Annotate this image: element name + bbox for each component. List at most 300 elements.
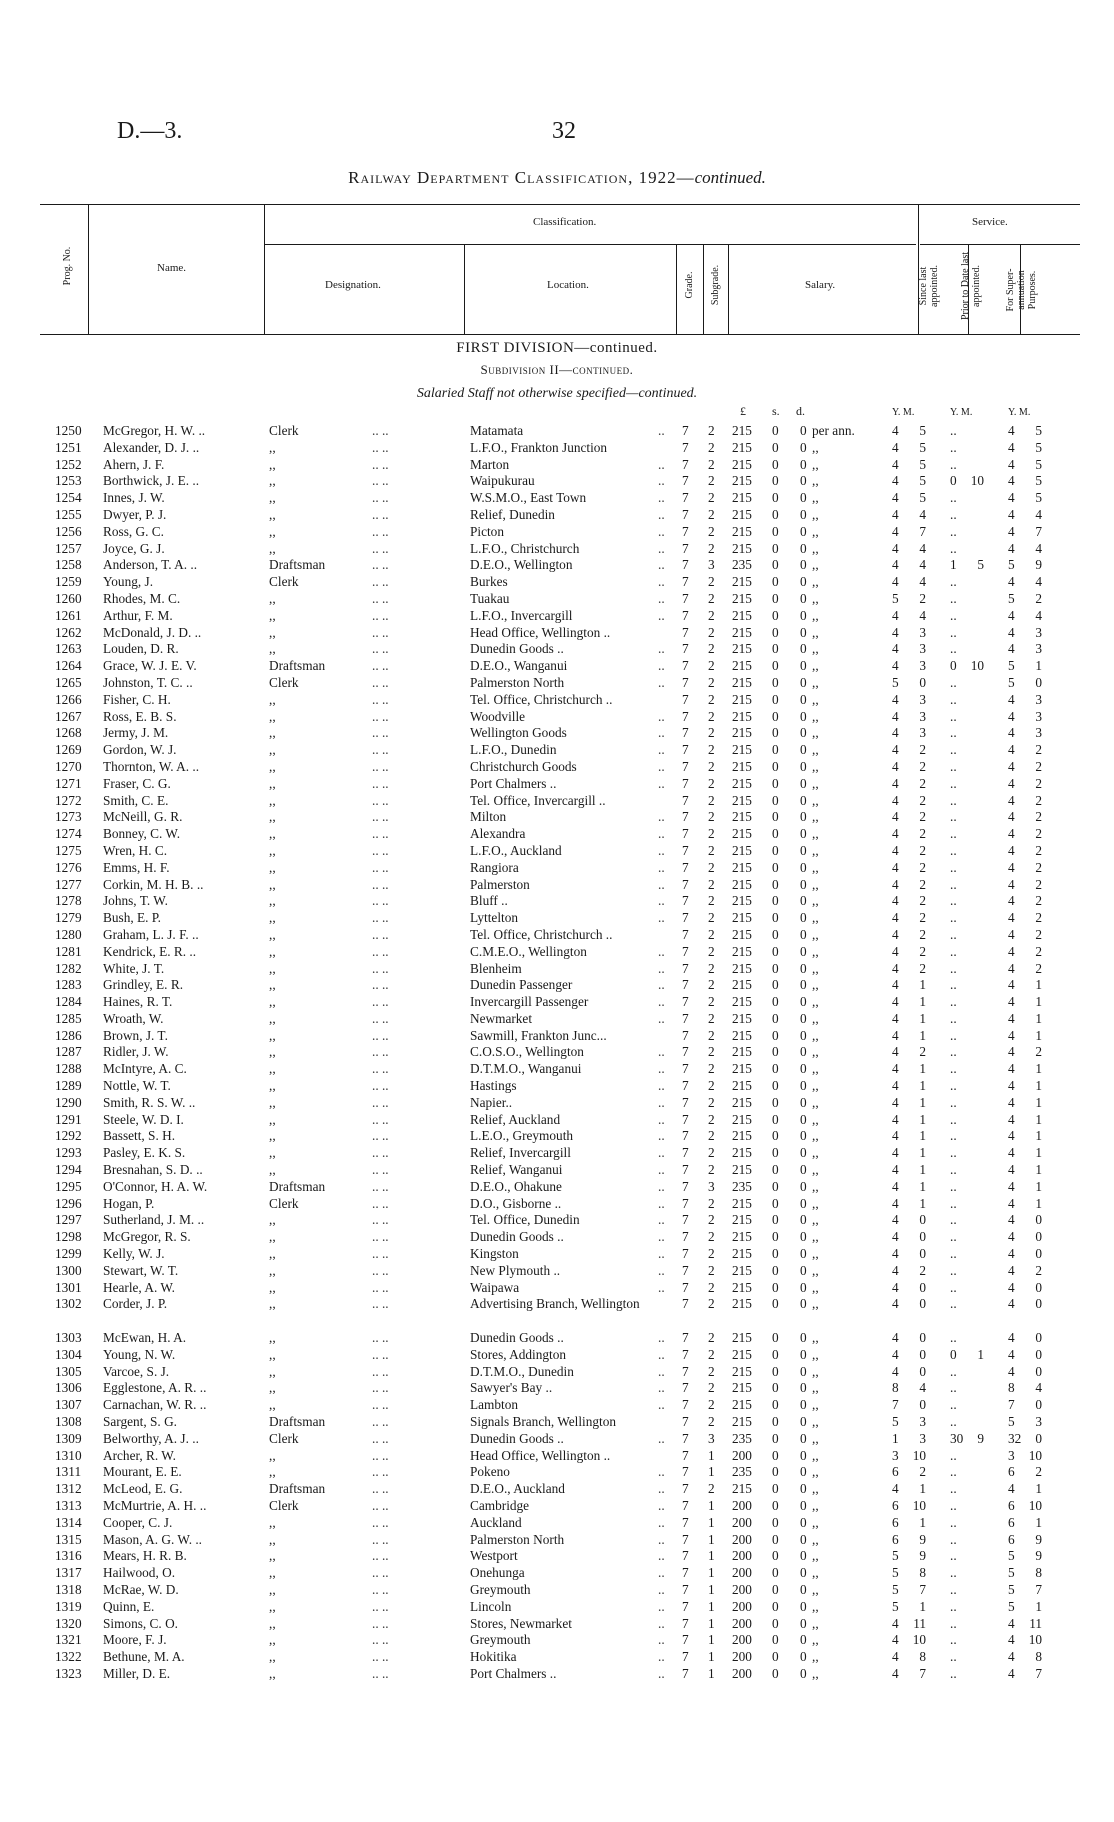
service-rule [920,244,1080,245]
cell-location: Pokeno [470,1464,510,1480]
cell-salary-pounds: 200 [732,1498,752,1513]
leader-dots: .. [658,1632,665,1648]
col-divider-6 [728,244,729,334]
cell-prog-no: 1283 [55,977,82,993]
cell-salary-shillings: 0 [772,1195,779,1211]
cell-salary-pounds: 215 [732,523,752,539]
cell-salary-period: ,, [812,1195,819,1211]
cell-name: McIntyre, A. C. [103,1061,187,1077]
cell-grade: 7 [682,1464,689,1480]
cell-name: McLeod, E. G. [103,1481,183,1497]
cell-grade: 7 [682,1296,689,1312]
cell-salary-pence: 0 [800,1044,807,1060]
cell-super-years: 5 [1008,1548,1015,1564]
cell-prog-no: 1287 [55,1044,82,1060]
cell-since-years: 4 [892,557,899,573]
cell-salary-period: ,, [812,1598,819,1614]
cell-salary-period: ,, [812,1632,819,1648]
cell-salary-shillings: 0 [772,1498,779,1513]
cell-salary-period: ,, [812,506,819,522]
cell-location: L.F.O., Invercargill [470,607,573,623]
cell-location: L.F.O., Christchurch [470,540,580,556]
cell-designation: ,, [269,926,276,942]
cell-prog-no: 1267 [55,708,82,724]
cell-designation: ,, [269,1145,276,1161]
cell-prior-months: 9 [977,1430,984,1446]
cell-super-years: 4 [1008,624,1015,640]
cell-location: Tel. Office, Invercargill .. [470,792,606,808]
cell-name: Grace, W. J. E. V. [103,658,197,674]
cell-since-months: 0 [919,1229,926,1245]
cell-since-months: 4 [919,1380,926,1396]
cell-since-years: 4 [892,1178,899,1194]
cell-subgrade: 2 [708,994,715,1010]
leader-dots: .. .. [372,1279,389,1295]
cell-salary-period: ,, [812,1246,819,1262]
cell-super-years: 6 [1008,1464,1015,1480]
cell-name: Smith, C. E. [103,792,169,808]
cell-name: Fraser, C. G. [103,775,171,791]
cell-designation: ,, [269,1397,276,1413]
leader-dots: .. .. [372,1195,389,1211]
cell-name: McMurtrie, A. H. .. [103,1498,207,1513]
leader-dots: .. .. [372,1481,389,1497]
leader-dots: .. .. [372,1346,389,1362]
cell-super-months: 2 [1035,893,1042,909]
cell-salary-shillings: 0 [772,1145,779,1161]
table-row [0,457,1114,474]
cell-salary-pounds: 215 [732,926,752,942]
cell-salary-shillings: 0 [772,1665,779,1681]
cell-super-months: 2 [1035,842,1042,858]
cell-super-months: 2 [1035,826,1042,842]
cell-salary-shillings: 0 [772,506,779,522]
cell-location: Hastings [470,1078,517,1094]
cell-super-years: 4 [1008,490,1015,506]
cell-grade: 7 [682,506,689,522]
cell-super-years: 4 [1008,809,1015,825]
cell-prior-years: .. [950,674,957,690]
cell-super-months: 2 [1035,590,1042,606]
cell-super-years: 5 [1008,590,1015,606]
cell-location: D.E.O., Auckland [470,1481,565,1497]
cell-subgrade: 3 [708,1430,715,1446]
cell-location: Marton [470,456,510,472]
cell-super-months: 1 [1035,1145,1042,1161]
cell-salary-period: ,, [812,1111,819,1127]
cell-salary-period: ,, [812,1212,819,1228]
cell-designation: ,, [269,1665,276,1681]
cell-salary-pence: 0 [800,1162,807,1178]
cell-super-years: 4 [1008,456,1015,472]
cell-salary-pence: 0 [800,1565,807,1581]
cell-prior-years: .. [950,725,957,741]
cell-since-years: 4 [892,456,899,472]
leader-dots: .. .. [372,1649,389,1665]
leader-dots: .. [658,842,665,858]
cell-designation: ,, [269,1531,276,1547]
leader-dots: .. .. [372,590,389,606]
cell-location: Advertising Branch, Wellington [470,1296,640,1312]
cell-name: Jermy, J. M. [103,725,169,741]
cell-salary-pence: 0 [800,1615,807,1631]
cell-super-years: 4 [1008,1145,1015,1161]
table-row [0,1196,1114,1213]
cell-name: Grindley, E. R. [103,977,184,993]
cell-subgrade: 2 [708,876,715,892]
cell-salary-shillings: 0 [772,540,779,556]
cell-subgrade: 1 [708,1447,715,1463]
cell-salary-period: ,, [812,1296,819,1312]
table-row [0,1229,1114,1246]
cell-salary-pence: 0 [800,1665,807,1681]
cell-designation: ,, [269,876,276,892]
cell-salary-period: ,, [812,775,819,791]
cell-since-months: 1 [919,1481,926,1497]
cell-subgrade: 2 [708,842,715,858]
cell-prior-years: .. [950,758,957,774]
cell-super-months: 7 [1035,1581,1042,1597]
cell-super-months: 1 [1035,994,1042,1010]
cell-salary-pence: 0 [800,1094,807,1110]
leader-dots: .. [658,1531,665,1547]
cell-super-years: 4 [1008,523,1015,539]
cell-name: Egglestone, A. R. .. [103,1380,207,1396]
cell-super-months: 5 [1035,423,1042,438]
cell-grade: 7 [682,1632,689,1648]
cell-since-months: 7 [919,1665,926,1681]
cell-grade: 7 [682,1229,689,1245]
cell-super-years: 4 [1008,826,1015,842]
cell-prior-years: .. [950,691,957,707]
cell-salary-shillings: 0 [772,1212,779,1228]
leader-dots: .. [658,809,665,825]
cell-subgrade: 2 [708,708,715,724]
cell-salary-pence: 0 [800,758,807,774]
cell-since-years: 4 [892,1044,899,1060]
staff-table [0,423,1114,1683]
leader-dots: .. .. [372,926,389,942]
cell-since-years: 4 [892,658,899,674]
cell-since-years: 5 [892,1565,899,1581]
cell-subgrade: 2 [708,1212,715,1228]
cell-since-months: 2 [919,826,926,842]
cell-subgrade: 2 [708,506,715,522]
cell-salary-pounds: 200 [732,1447,752,1463]
leader-dots: .. [658,674,665,690]
leader-dots: .. .. [372,977,389,993]
cell-location: Palmerston North [470,1531,565,1547]
cell-location: Palmerston North [470,674,565,690]
cell-salary-pence: 0 [800,574,807,590]
cell-prog-no: 1313 [55,1498,82,1513]
cell-name: O'Connor, H. A. W. [103,1178,208,1194]
cell-designation: ,, [269,439,276,455]
cell-name: Johns, T. W. [103,893,168,909]
cell-salary-pence: 0 [800,1145,807,1161]
cell-location: Head Office, Wellington .. [470,624,611,640]
leader-dots: .. .. [372,826,389,842]
cell-prior-years: .. [950,624,957,640]
cell-super-months: 9 [1035,1548,1042,1564]
table-row [0,591,1114,608]
cell-salary-pounds: 200 [732,1548,752,1564]
cell-salary-period: ,, [812,1430,819,1446]
cell-designation: ,, [269,893,276,909]
table-row [0,507,1114,524]
cell-salary-pence: 0 [800,826,807,842]
cell-salary-period: ,, [812,1447,819,1463]
table-row [0,1498,1114,1515]
cell-salary-pounds: 215 [732,1346,752,1362]
cell-prior-years: .. [950,1195,957,1211]
cell-designation: ,, [269,742,276,758]
cell-salary-shillings: 0 [772,1262,779,1278]
leader-dots: .. .. [372,423,389,438]
cell-prior-years: .. [950,1128,957,1144]
cell-salary-pounds: 215 [732,960,752,976]
cell-since-years: 4 [892,1229,899,1245]
cell-super-months: 11 [1029,1615,1042,1631]
cell-since-months: 5 [919,490,926,506]
cell-name: Ridler, J. W. [103,1044,169,1060]
cell-salary-period: ,, [812,792,819,808]
cell-since-years: 4 [892,994,899,1010]
cell-prior-years: .. [950,1397,957,1413]
leader-dots: .. [658,540,665,556]
cell-designation: ,, [269,1229,276,1245]
cell-since-months: 4 [919,607,926,623]
leader-dots: .. [658,490,665,506]
cell-since-years: 4 [892,1363,899,1379]
cell-designation: ,, [269,1078,276,1094]
cell-designation: ,, [269,826,276,842]
cell-prior-years: .. [950,1615,957,1631]
cell-salary-pence: 0 [800,658,807,674]
cell-super-months: 5 [1035,456,1042,472]
leader-dots: .. [658,1498,665,1513]
cell-grade: 7 [682,691,689,707]
cell-name: Bassett, S. H. [103,1128,176,1144]
cell-prog-no: 1293 [55,1145,82,1161]
leader-dots: .. [658,1363,665,1379]
cell-since-months: 0 [919,1363,926,1379]
cell-location: Stores, Newmarket [470,1615,572,1631]
cell-super-months: 3 [1035,691,1042,707]
cell-salary-shillings: 0 [772,994,779,1010]
cell-salary-period: ,, [812,658,819,674]
leader-dots: .. .. [372,1447,389,1463]
cell-salary-pounds: 215 [732,1380,752,1396]
leader-dots: .. .. [372,1262,389,1278]
cell-name: Mason, A. G. W. .. [103,1531,202,1547]
classification-rule [264,244,916,245]
cell-prior-years: 1 [950,557,957,573]
header-bottom-rule [40,334,1080,335]
cell-prog-no: 1291 [55,1111,82,1127]
cell-super-years: 4 [1008,1279,1015,1295]
cell-prior-years: .. [950,826,957,842]
cell-location: Dunedin Goods .. [470,641,564,657]
cell-salary-period: ,, [812,607,819,623]
cell-grade: 7 [682,1111,689,1127]
cell-salary-period: ,, [812,977,819,993]
leader-dots: .. .. [372,490,389,506]
cell-super-years: 4 [1008,574,1015,590]
cell-subgrade: 1 [708,1665,715,1681]
leader-dots: .. [658,1010,665,1026]
cell-since-months: 9 [919,1548,926,1564]
cell-salary-period: ,, [812,1565,819,1581]
cell-designation: Draftsman [269,658,326,674]
cell-location: Matamata [470,423,524,438]
cell-subgrade: 2 [708,1010,715,1026]
header-designation: Designation. [325,279,381,291]
cell-salary-pounds: 235 [732,1430,752,1446]
cell-salary-shillings: 0 [772,423,779,438]
leader-dots: .. [658,1548,665,1564]
cell-salary-shillings: 0 [772,1061,779,1077]
cell-since-years: 4 [892,1010,899,1026]
cell-since-years: 4 [892,490,899,506]
cell-designation: ,, [269,1346,276,1362]
cell-salary-pounds: 215 [732,574,752,590]
cell-since-years: 4 [892,1111,899,1127]
leader-dots: .. [658,1665,665,1681]
table-row [0,843,1114,860]
cell-subgrade: 1 [708,1598,715,1614]
cell-name: Kelly, W. J. [103,1246,165,1262]
cell-since-years: 8 [892,1380,899,1396]
table-row [0,910,1114,927]
cell-prior-years: .. [950,490,957,506]
table-row [0,1599,1114,1616]
cell-since-months: 2 [919,926,926,942]
cell-prog-no: 1276 [55,859,82,875]
cell-location: Kingston [470,1246,519,1262]
cell-salary-period: ,, [812,1548,819,1564]
cell-grade: 7 [682,1262,689,1278]
cell-prog-no: 1280 [55,926,82,942]
leader-dots: .. [658,506,665,522]
cell-salary-pounds: 215 [732,1044,752,1060]
leader-dots: .. [658,1346,665,1362]
cell-salary-pounds: 215 [732,1111,752,1127]
table-row [0,1280,1114,1297]
leader-dots: .. .. [372,691,389,707]
cell-salary-pounds: 215 [732,658,752,674]
cell-prog-no: 1272 [55,792,82,808]
cell-location: Lincoln [470,1598,512,1614]
cell-location: Port Chalmers .. [470,1665,557,1681]
cell-subgrade: 2 [708,691,715,707]
cell-since-years: 4 [892,826,899,842]
cell-salary-pounds: 200 [732,1531,752,1547]
cell-salary-period: ,, [812,876,819,892]
cell-since-years: 4 [892,1262,899,1278]
leader-dots: .. [658,590,665,606]
cell-salary-period: ,, [812,1665,819,1681]
cell-name: Sutherland, J. M. .. [103,1212,205,1228]
cell-salary-pounds: 215 [732,1246,752,1262]
cell-super-months: 1 [1035,977,1042,993]
cell-salary-pence: 0 [800,1279,807,1295]
cell-designation: ,, [269,977,276,993]
cell-designation: ,, [269,1363,276,1379]
leader-dots: .. [658,1078,665,1094]
cell-prog-no: 1289 [55,1078,82,1094]
cell-designation: ,, [269,758,276,774]
cell-salary-period: ,, [812,826,819,842]
cell-prog-no: 1304 [55,1346,82,1362]
cell-salary-shillings: 0 [772,1128,779,1144]
cell-subgrade: 2 [708,725,715,741]
cell-since-years: 4 [892,1649,899,1665]
cell-designation: ,, [269,910,276,926]
cell-designation: ,, [269,506,276,522]
cell-prog-no: 1265 [55,674,82,690]
cell-grade: 7 [682,1078,689,1094]
cell-prog-no: 1321 [55,1632,82,1648]
cell-salary-shillings: 0 [772,1279,779,1295]
cell-prior-years: 30 [950,1430,964,1446]
cell-since-years: 4 [892,1061,899,1077]
table-row [0,893,1114,910]
cell-prior-years: .. [950,1212,957,1228]
cell-since-years: 4 [892,1330,899,1346]
table-row [0,625,1114,642]
cell-since-months: 2 [919,842,926,858]
leader-dots: .. [658,574,665,590]
cell-super-months: 10 [1028,1632,1042,1648]
cell-location: Bluff .. [470,893,508,909]
cell-prior-years: .. [950,1363,957,1379]
cell-designation: ,, [269,1615,276,1631]
cell-prior-years: .. [950,1481,957,1497]
cell-since-months: 3 [919,708,926,724]
leader-dots: .. [658,557,665,573]
table-row [0,440,1114,457]
leader-dots: .. .. [372,1531,389,1547]
cell-designation: ,, [269,792,276,808]
cell-since-years: 4 [892,893,899,909]
cell-prior-years: .. [950,859,957,875]
cell-prior-years: .. [950,1027,957,1043]
cell-salary-shillings: 0 [772,1178,779,1194]
cell-super-months: 4 [1035,506,1042,522]
cell-since-years: 1 [892,1430,899,1446]
cell-salary-pounds: 215 [732,1061,752,1077]
cell-salary-shillings: 0 [772,557,779,573]
cell-designation: Draftsman [269,1481,326,1497]
cell-designation: ,, [269,809,276,825]
cell-subgrade: 2 [708,977,715,993]
cell-salary-pence: 0 [800,1229,807,1245]
cell-prog-no: 1309 [55,1430,82,1446]
cell-designation: ,, [269,490,276,506]
cell-salary-pounds: 215 [732,473,752,489]
cell-prog-no: 1273 [55,809,82,825]
cell-salary-period: ,, [812,1128,819,1144]
header-subgrade: Subgrade. [710,264,721,306]
cell-since-months: 2 [919,943,926,959]
cell-super-months: 2 [1035,960,1042,976]
leader-dots: .. .. [372,473,389,489]
cell-since-months: 0 [919,1279,926,1295]
header-since-last-appointed: Since last appointed. [918,265,940,307]
leader-dots: .. [658,1044,665,1060]
cell-salary-pounds: 215 [732,1262,752,1278]
